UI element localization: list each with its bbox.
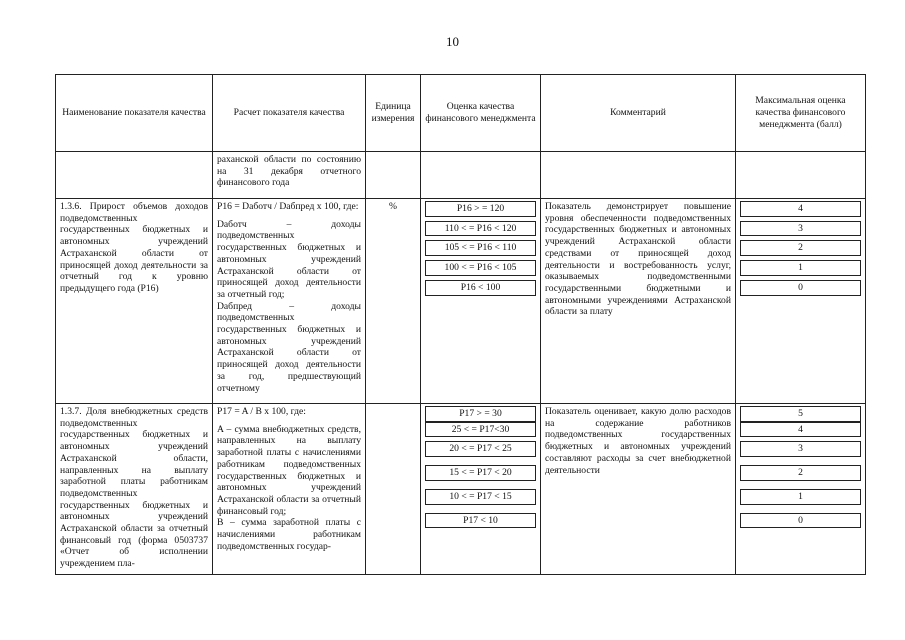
max-scores bbox=[736, 199, 866, 404]
scale-item: 10 < = P17 < 15 bbox=[425, 489, 536, 505]
score-item: 2 bbox=[740, 240, 861, 256]
score-item: 0 bbox=[740, 513, 861, 529]
score-item: 0 bbox=[740, 280, 861, 296]
header-unit: Единица измерения bbox=[366, 75, 421, 152]
comment: Показатель оценивает, какую долю расходов на содержание работников подведомственных государственных бюджетных и автономных учреждений составляют расходы за счет внебюджетной деятельности bbox=[541, 404, 736, 575]
scale-item: 110 < = P16 < 120 bbox=[425, 221, 536, 237]
calc-definition: B – сумма заработной платы с начислениями работникам подведомственных государ- bbox=[217, 517, 361, 552]
comment: Показатель демонстрирует повышение уровня обеспеченности подведомственных государственных бюджетных и автономных учреждений Астраханской области средствами от приносящей доход деятельности и востребованность услуг, оказываемых подведомственными государственными бюджетными и автономными учреждениями Астраханской области за плату bbox=[541, 199, 736, 404]
page-number: 10 bbox=[446, 34, 459, 49]
scale-item: 100 < = P16 < 105 bbox=[425, 260, 536, 276]
calculation bbox=[213, 404, 366, 575]
table-row bbox=[56, 152, 866, 199]
cell-max-score bbox=[736, 152, 866, 199]
scale-item: P16 < 100 bbox=[425, 280, 536, 296]
unit bbox=[366, 404, 421, 575]
cell-calculation: раханской области по состоянию на 31 декабря отчетного финансового года bbox=[213, 152, 366, 199]
assessment-scale bbox=[421, 404, 541, 575]
score-item: 4 bbox=[740, 422, 861, 438]
scale-item: P16 > = 120 bbox=[425, 201, 536, 217]
header-comment: Комментарий bbox=[541, 75, 736, 152]
scale-item: P17 < 10 bbox=[425, 513, 536, 529]
scale-item: 20 < = P17 < 25 bbox=[425, 441, 536, 457]
quality-indicators-table bbox=[55, 74, 866, 575]
score-item: 2 bbox=[740, 465, 861, 481]
assessment-scale bbox=[421, 199, 541, 404]
calc-formula: P17 = A / B х 100, где: bbox=[217, 406, 306, 417]
scale-item: 15 < = P17 < 20 bbox=[425, 465, 536, 481]
cell-comment bbox=[541, 152, 736, 199]
max-scores bbox=[736, 404, 866, 575]
score-item: 5 bbox=[740, 406, 861, 422]
header-assessment: Оценка качества финансового менеджмента bbox=[421, 75, 541, 152]
table-header-row bbox=[56, 75, 866, 152]
calc-definition: A – сумма внебюджетных средств, направленных на выплату заработной платы с начислениями работникам подведомственных государственных бюджетных и автономных учреждений Астраханской области за отчетный финансовый год; bbox=[217, 423, 361, 517]
score-item: 1 bbox=[740, 489, 861, 505]
score-item: 1 bbox=[740, 260, 861, 276]
score-item: 4 bbox=[740, 201, 861, 217]
header-max-score: Максимальная оценка качества финансового менеджмента (балл) bbox=[736, 75, 866, 152]
cell-name bbox=[56, 152, 213, 199]
header-calculation: Расчет показателя качества bbox=[213, 75, 366, 152]
calc-definition: Dабпред – доходы подведомственных государственных бюджетных и автономных учреждений Астраханской области от приносящей доход деятельности за год, предшествующий отчетному bbox=[217, 300, 361, 394]
scale-item: 105 < = P16 < 110 bbox=[425, 240, 536, 256]
calculation bbox=[213, 199, 366, 404]
calc-formula: P16 = Dаботч / Dабпред х 100, где: bbox=[217, 201, 359, 212]
cell-unit bbox=[366, 152, 421, 199]
calc-definition: Dаботч – доходы подведомственных государственных бюджетных и автономных учреждений Астраханской области от приносящей доход деятельности за отчетный год; bbox=[217, 218, 361, 300]
indicator-name: 1.3.7. Доля внебюджетных средств подведомственных государственных бюджетных и автономных учреждений Астраханской области, направленных на выплату заработной платы работникам подведомственных государственных бюджетных и автономных учреждений Астраханской области за отчетный финансовый год (форма 0503737 «Отчет об исполнении учреждением пла- bbox=[56, 404, 213, 575]
table-row bbox=[56, 199, 866, 404]
indicator-name: 1.3.6. Прирост объемов доходов подведомственных государственных бюджетных и автономных учреждений Астраханской области от приносящей доход деятельности за отчетный год к уровню предыдущего года (P16) bbox=[56, 199, 213, 404]
cell-assessment bbox=[421, 152, 541, 199]
scale-item: 25 < = P17<30 bbox=[425, 422, 536, 438]
scale-item: P17 > = 30 bbox=[425, 406, 536, 422]
unit: % bbox=[366, 199, 421, 404]
table-row bbox=[56, 404, 866, 575]
header-indicator-name: Наименование показателя качества bbox=[56, 75, 213, 152]
score-item: 3 bbox=[740, 221, 861, 237]
score-item: 3 bbox=[740, 441, 861, 457]
